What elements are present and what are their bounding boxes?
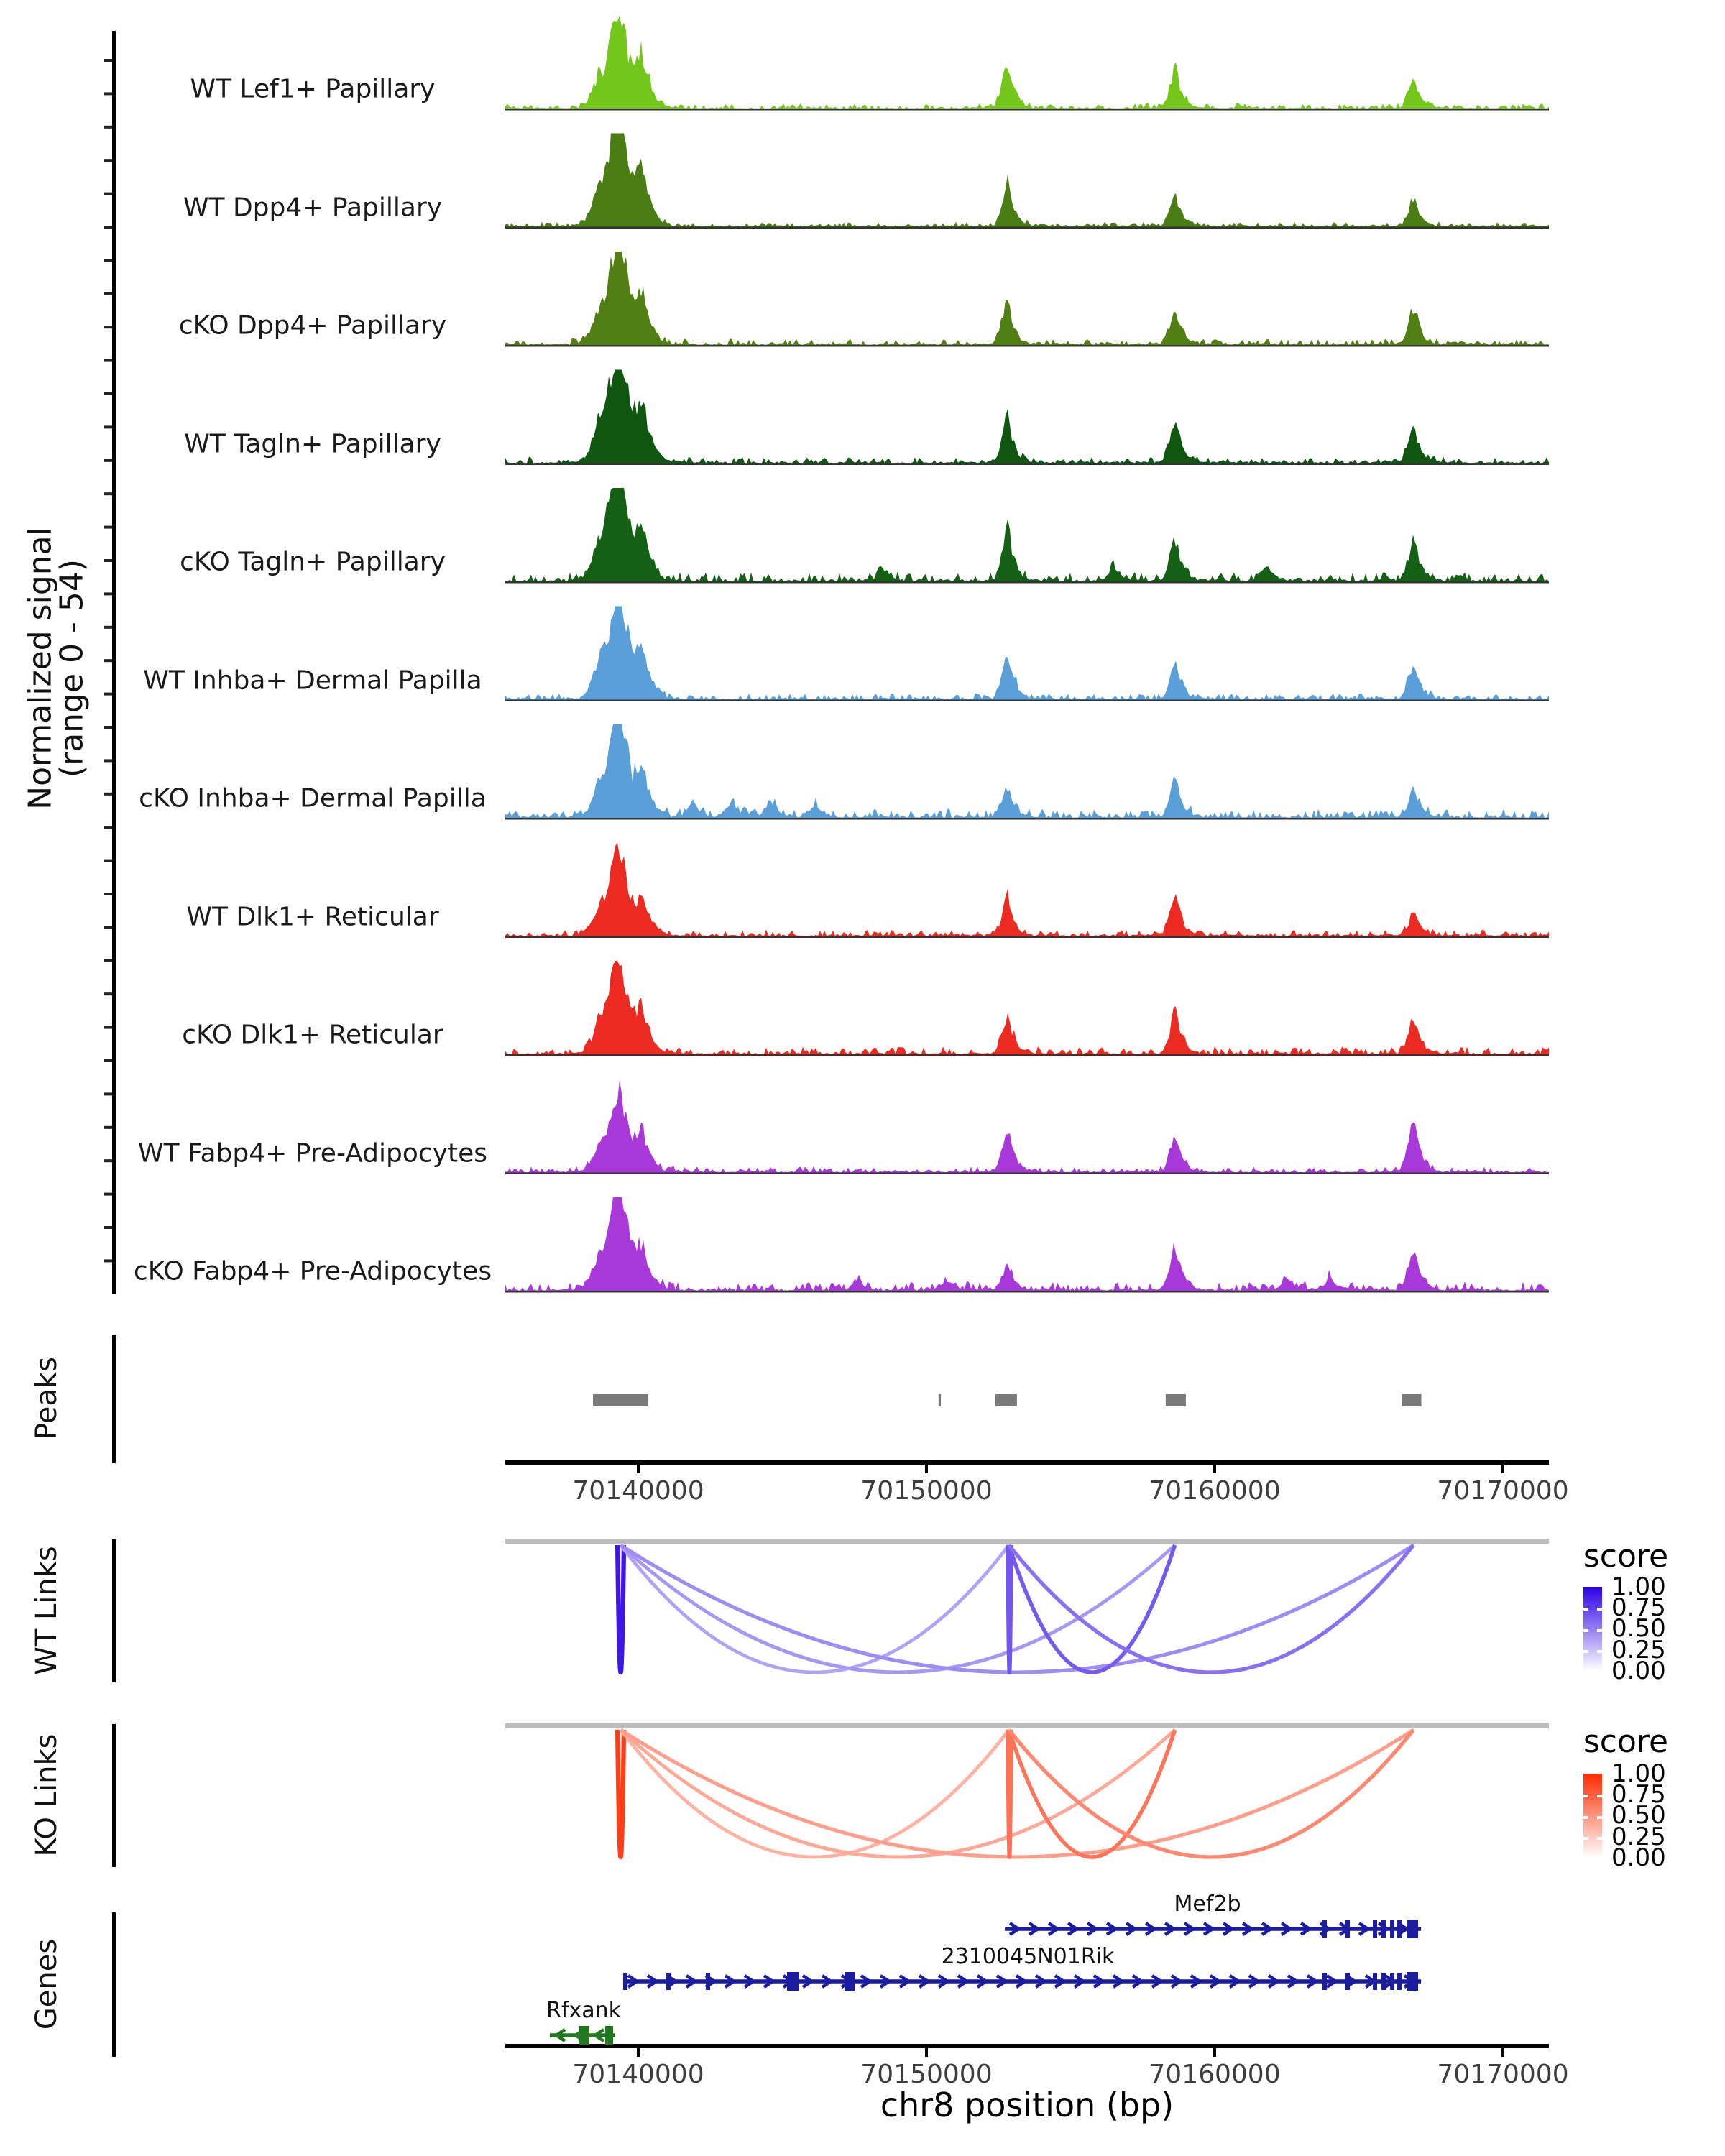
peak-region-3 [995, 1394, 1017, 1406]
track-baseline-7 [505, 818, 1549, 820]
signal-axis-tick [104, 1259, 112, 1262]
signal-axis-tick [104, 592, 112, 595]
signal-axis-tick [104, 492, 112, 495]
coverage-area-1 [505, 15, 1549, 109]
section-label-peaks: Peaks [30, 1357, 63, 1440]
ko-link-arc-2 [621, 1730, 1009, 1857]
ko-link-arc-1 [617, 1730, 624, 1857]
signal-axis-tick [104, 392, 112, 395]
legend-tick-label: 0.75 [1611, 1593, 1666, 1623]
track-baseline-5 [505, 581, 1549, 584]
track-label-6: WT Inhba+ Dermal Papilla [143, 665, 482, 695]
ko-score-gradient-bar [1583, 1774, 1602, 1858]
ko-link-arc-3 [621, 1730, 1175, 1857]
legend-bar-tick [1583, 1837, 1588, 1840]
signal-axis-tick [104, 893, 112, 895]
signal-axis-tick [104, 459, 112, 462]
legend-bar-tick [1583, 1816, 1588, 1819]
signal-axis-tick [104, 1059, 112, 1062]
peaks-axis-tick-3 [1213, 1465, 1216, 1473]
track-label-5: cKO Tagln+ Papillary [180, 547, 446, 577]
genes-axis-tick-3 [1213, 2048, 1216, 2057]
track-label-9: cKO Dlk1+ Reticular [182, 1020, 443, 1050]
ko-link-arc-7 [1009, 1730, 1414, 1857]
x-tick-label: 70160000 [1149, 1476, 1281, 1506]
signal-axis-line [112, 31, 116, 1294]
track-label-11: cKO Fabp4+ Pre-Adipocytes [133, 1256, 492, 1286]
signal-axis-tick [104, 1026, 112, 1029]
gene-exon-box [579, 2026, 589, 2045]
gene-exon-tick [1397, 1973, 1402, 1990]
signal-axis-tick [104, 92, 112, 95]
track-baseline-11 [505, 1291, 1549, 1293]
coverage-area-7 [505, 724, 1549, 818]
legend-bar-tick [1597, 1629, 1602, 1632]
signal-axis-tick [104, 726, 112, 729]
track-label-8: WT Dlk1+ Reticular [186, 902, 439, 931]
gene-exon-box [787, 1972, 799, 1991]
track-baseline-3 [505, 345, 1549, 347]
signal-axis-tick [104, 992, 112, 995]
peaks-bracket [112, 1335, 116, 1463]
signal-axis-tick [104, 659, 112, 662]
gene-exon-box [845, 1972, 855, 1991]
coverage-area-3 [505, 252, 1549, 345]
gene-exon-tick [1390, 1973, 1394, 1990]
legend-tick-label: 0.25 [1611, 1635, 1666, 1664]
coverage-area-10 [505, 1079, 1549, 1172]
ko-links-baseline [505, 1723, 1549, 1728]
ko-links-bracket [112, 1724, 116, 1867]
gene-label-2310045N01Rik: 2310045N01Rik [941, 1944, 1115, 1969]
x-tick-label: 70140000 [572, 1476, 704, 1506]
peaks-axis-tick-4 [1501, 1465, 1504, 1473]
coverage-area-2 [505, 134, 1549, 227]
track-label-10: WT Fabp4+ Pre-Adipocytes [138, 1138, 487, 1168]
signal-axis-tick [104, 793, 112, 796]
genes-axis-line [505, 2044, 1549, 2048]
signal-axis-tick [104, 193, 112, 195]
track-baseline-2 [505, 227, 1549, 229]
wt-link-arc-2 [621, 1545, 1009, 1672]
legend-tick-label: 1.00 [1611, 1759, 1666, 1788]
signal-axis-tick [104, 1226, 112, 1229]
legend-tick-label: 0.75 [1611, 1780, 1666, 1810]
legend-tick-label: 0.25 [1611, 1822, 1666, 1851]
legend-tick-label: 0.00 [1611, 1843, 1666, 1872]
gene-exon-tick [706, 1973, 710, 1990]
track-baseline-6 [505, 700, 1549, 702]
gene-exon-tick [1346, 1973, 1350, 1990]
gene-exon-tick [623, 1973, 627, 1990]
track-baseline-8 [505, 936, 1549, 939]
gene-exon-tick [1381, 1920, 1386, 1938]
peak-region-5 [1402, 1394, 1422, 1406]
wt-link-arc-3 [621, 1545, 1175, 1672]
signal-axis-tick [104, 559, 112, 562]
signal-axis-tick [104, 226, 112, 229]
x-axis-title: chr8 position (bp) [880, 2086, 1174, 2124]
gene-exon-tick [1397, 1920, 1402, 1938]
track-baseline-4 [505, 464, 1549, 466]
gene-exon-tick [1381, 1973, 1386, 1990]
signal-axis-label-line2: (range 0 - 54) [53, 558, 91, 778]
gene-exon-tick [1373, 1920, 1377, 1938]
peak-region-4 [1166, 1394, 1186, 1406]
signal-axis-tick [104, 926, 112, 929]
signal-axis-tick [104, 59, 112, 62]
signal-axis-tick [104, 126, 112, 129]
section-label-genes: Genes [30, 1938, 63, 2030]
peaks-axis-tick-1 [637, 1465, 640, 1473]
signal-axis-tick [104, 626, 112, 629]
legend-bar-tick [1583, 1650, 1588, 1653]
signal-axis-tick [104, 425, 112, 428]
genes-axis-tick-2 [925, 2048, 928, 2057]
gene-exon-box [1407, 1920, 1418, 1938]
signal-axis-tick [104, 292, 112, 295]
wt-link-arc-5 [1008, 1545, 1011, 1672]
x-tick-label: 70150000 [860, 2060, 993, 2089]
gene-label-Rfxank: Rfxank [546, 1998, 621, 2023]
signal-axis-tick [104, 159, 112, 162]
peak-region-2 [939, 1394, 941, 1406]
signal-axis-tick [104, 826, 112, 829]
signal-axis-tick [104, 259, 112, 262]
signal-axis-tick [104, 759, 112, 762]
gene-exon-tick [1322, 1920, 1327, 1938]
wt-score-gradient-bar [1583, 1587, 1602, 1671]
coverage-area-4 [505, 370, 1549, 464]
legend-bar-tick [1583, 1629, 1588, 1632]
gene-label-Mef2b: Mef2b [1174, 1892, 1241, 1917]
gene-exon-box [1407, 1972, 1418, 1991]
coverage-area-8 [505, 843, 1549, 936]
gene-exon-tick [666, 1973, 671, 1990]
track-label-3: cKO Dpp4+ Papillary [178, 310, 447, 341]
legend-bar-tick [1583, 1608, 1588, 1611]
legend-bar-tick [1597, 1608, 1602, 1611]
signal-axis-tick [104, 526, 112, 529]
gene-exon-tick [1322, 1973, 1327, 1990]
legend-tick-label: 0.50 [1611, 1614, 1666, 1644]
wt-links-baseline [505, 1539, 1549, 1544]
signal-axis-tick [104, 1126, 112, 1129]
legend-bar-tick [1597, 1837, 1602, 1840]
track-label-1: WT Lef1+ Papillary [190, 74, 436, 104]
peaks-axis-line [505, 1460, 1549, 1465]
legend-tick-label: 0.00 [1611, 1656, 1666, 1685]
genes-bracket [112, 1912, 116, 2057]
ko-link-arc-5 [1008, 1730, 1011, 1857]
gene-exon-tick [1390, 1920, 1394, 1938]
x-tick-label: 70160000 [1149, 2060, 1281, 2089]
peaks-axis-tick-2 [925, 1465, 928, 1473]
gene-exon-tick [1373, 1973, 1377, 1990]
legend-bar-tick [1597, 1816, 1602, 1819]
track-label-4: WT Tagln+ Papillary [184, 429, 441, 459]
ko-score-legend-title: score [1583, 1723, 1669, 1760]
genes-axis-tick-4 [1501, 2048, 1504, 2057]
signal-axis-tick [104, 959, 112, 962]
peak-region-1 [593, 1394, 648, 1406]
wt-link-arc-1 [617, 1545, 624, 1672]
legend-tick-label: 1.00 [1611, 1572, 1666, 1601]
wt-links-bracket [112, 1539, 116, 1682]
wt-link-arc-7 [1009, 1545, 1414, 1672]
x-tick-label: 70150000 [860, 1476, 993, 1506]
signal-axis-label-line1: Normalized signal [22, 527, 59, 810]
x-tick-label: 70140000 [572, 2060, 704, 2089]
x-tick-label: 70170000 [1437, 1476, 1569, 1506]
track-label-7: cKO Inhba+ Dermal Papilla [139, 783, 487, 814]
legend-bar-tick [1597, 1650, 1602, 1653]
coverage-area-6 [505, 607, 1549, 700]
track-label-2: WT Dpp4+ Papillary [183, 193, 443, 222]
coverage-area-5 [505, 488, 1549, 581]
legend-bar-tick [1583, 1795, 1588, 1797]
track-baseline-1 [505, 109, 1549, 111]
signal-axis-tick [104, 860, 112, 862]
legend-bar-tick [1597, 1795, 1602, 1797]
signal-axis-tick [104, 1159, 112, 1162]
signal-axis-tick [104, 693, 112, 696]
section-label-wt-links: WT Links [30, 1546, 63, 1675]
coverage-area-11 [505, 1197, 1549, 1291]
genes-axis-tick-1 [637, 2048, 640, 2057]
wt-score-legend-title: score [1583, 1538, 1669, 1575]
signal-axis-tick [104, 326, 112, 328]
signal-axis-tick [104, 1193, 112, 1196]
gene-exon-box [605, 2026, 613, 2045]
x-tick-label: 70170000 [1437, 2060, 1569, 2089]
legend-tick-label: 0.50 [1611, 1801, 1666, 1830]
track-baseline-10 [505, 1173, 1549, 1175]
track-baseline-9 [505, 1054, 1549, 1056]
coverage-area-9 [505, 961, 1549, 1054]
gene-exon-tick [1346, 1920, 1350, 1938]
signal-axis-tick [104, 359, 112, 362]
signal-axis-tick [104, 1092, 112, 1095]
section-label-ko-links: KO Links [30, 1733, 63, 1857]
